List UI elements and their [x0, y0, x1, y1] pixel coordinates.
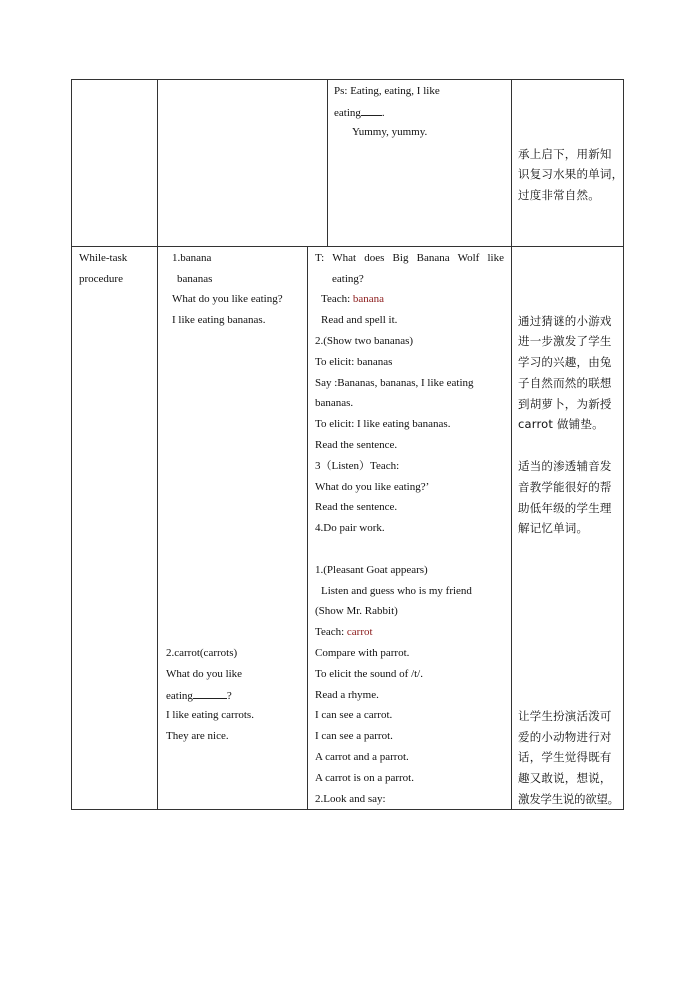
note-line: 解记忆单词。: [518, 521, 589, 535]
step-line: Teach: banana: [321, 293, 385, 305]
col-divider-1: [157, 79, 158, 810]
note-line: 进一步激发了学生: [518, 334, 612, 348]
teach-word-carrot: carrot: [346, 626, 373, 638]
step-line: What do you like eating?’: [315, 481, 430, 493]
col-divider-3: [511, 79, 512, 810]
step-line: Read a rhyme.: [315, 689, 379, 701]
rhyme-line: I can see a carrot.: [315, 709, 393, 721]
step-line: T: What does Big Banana Wolf like: [315, 252, 504, 264]
step-line: Say :Bananas, bananas, I like eating: [315, 377, 474, 389]
row-divider: [71, 246, 624, 247]
content-question: What do you like eating?: [172, 293, 283, 305]
table-bottom-border: [71, 809, 624, 810]
step-line: Teach: carrot: [315, 626, 373, 638]
step-line: To elicit: I like eating bananas.: [315, 418, 451, 430]
content-answer-carrots: I like eating carrots.: [166, 709, 254, 721]
note-line: 承上启下，用新知: [518, 147, 612, 161]
ps-line-1: Ps: Eating, eating, I like: [334, 85, 440, 97]
step-line: 2.(Show two bananas): [315, 335, 414, 347]
content-note: They are nice.: [166, 730, 229, 742]
rhyme-line: I can see a parrot.: [315, 730, 393, 742]
col-divider-2-row1: [327, 79, 328, 247]
step-line: Read the sentence.: [315, 439, 398, 451]
note-line: 学习的兴趣，由兔: [518, 355, 612, 369]
step-line: bananas.: [315, 397, 354, 409]
table-left-border: [71, 79, 72, 810]
stage-label-line: While-task: [79, 252, 128, 264]
note-line: 音教学能很好的帮: [518, 480, 612, 494]
note-line: 通过猜谜的小游戏: [518, 314, 612, 328]
content-question-part2: eating ?: [166, 690, 232, 702]
note-line: 爱的小动物进行对: [518, 730, 612, 744]
teach-word-banana: banana: [352, 293, 385, 305]
step-line: To elicit the sound of /t/.: [315, 668, 423, 680]
step-line: eating?: [332, 273, 364, 285]
step-line: 1.(Pleasant Goat appears): [315, 564, 428, 576]
col-divider-2-row2: [307, 246, 308, 810]
content-question-part1: What do you like: [166, 668, 243, 680]
note-line: 助低年级的学生理: [518, 501, 612, 515]
note-line: 趣又敢说，想说，: [518, 771, 612, 785]
content-word-banana: 1.banana: [172, 252, 212, 264]
note-line: 话，学生觉得既有: [518, 750, 612, 764]
ps-line-2: eating .: [334, 107, 385, 119]
note-line: 过度非常自然。: [518, 188, 600, 202]
note-line: 适当的渗透辅音发: [518, 459, 612, 473]
step-line: 3（Listen）Teach:: [315, 460, 400, 472]
step-line: (Show Mr. Rabbit): [315, 605, 398, 617]
note-line: 识复习水果的单词，: [518, 167, 624, 181]
content-word-carrot: 2.carrot(carrots): [166, 647, 238, 659]
ps-line-3: Yummy, yummy.: [352, 126, 428, 138]
table-right-border: [623, 79, 624, 810]
content-answer: I like eating bananas.: [172, 314, 266, 326]
rhyme-line: A carrot is on a parrot.: [315, 772, 414, 784]
note-line: 激发学生说的欲望。: [518, 792, 619, 806]
step-line: 4.Do pair work.: [315, 522, 385, 534]
step-line: Read the sentence.: [315, 501, 398, 513]
rhyme-line: A carrot and a parrot.: [315, 751, 409, 763]
step-line: Compare with parrot.: [315, 647, 410, 659]
blank-line: [193, 688, 227, 699]
blank-line: [361, 105, 382, 116]
table-top-border: [71, 79, 624, 80]
note-line: 让学生扮演活泼可: [518, 709, 612, 723]
stage-label-line: procedure: [79, 273, 123, 285]
note-line: carrot 做铺垫。: [518, 417, 604, 431]
step-line: Read and spell it.: [321, 314, 398, 326]
step-line: To elicit: bananas: [315, 356, 393, 368]
step-line: Listen and guess who is my friend: [321, 585, 472, 597]
step-line: 2.Look and say:: [315, 793, 386, 805]
note-line: 到胡萝卜，为新授: [518, 397, 612, 411]
note-line: 子自然而然的联想: [518, 376, 612, 390]
content-plural-bananas: bananas: [177, 273, 213, 285]
